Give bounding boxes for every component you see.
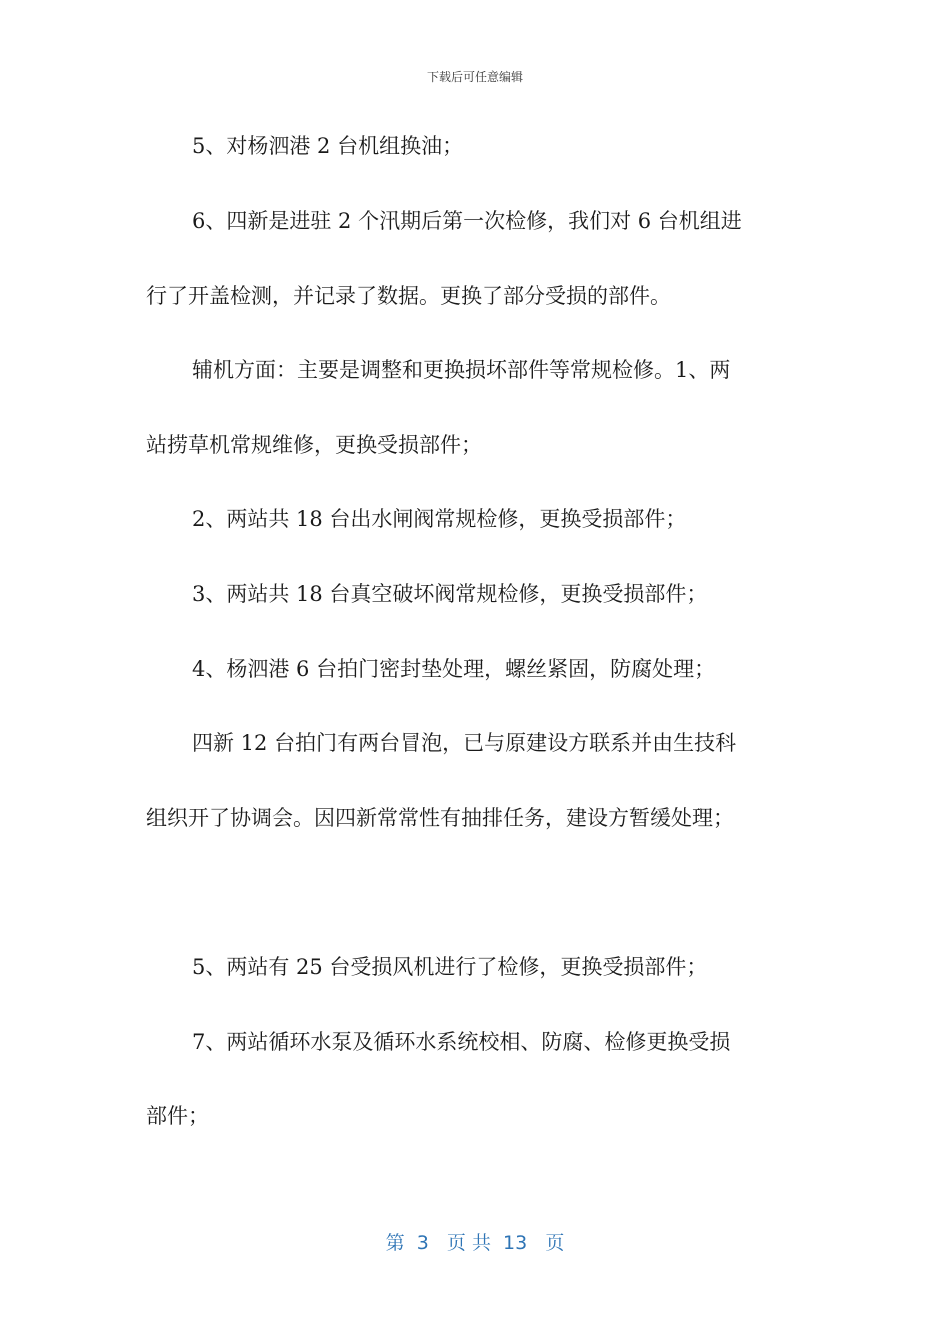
page-footer: 第 3 页 共 13 页 (385, 1232, 565, 1254)
text-line-13: 部件； (146, 1104, 209, 1128)
text-line-7: 3、两站共 18 台真空破坏阀常规检修，更换受损部件； (192, 582, 708, 606)
text-line-2: 6、四新是进驻 2 个汛期后第一次检修，我们对 6 台机组进 (192, 209, 742, 233)
text-line-12: 7、两站循环水泵及循环水系统校相、防腐、检修更换受损 (192, 1030, 731, 1054)
text-line-11: 5、两站有 25 台受损风机进行了检修，更换受损部件； (192, 955, 708, 979)
text-line-5: 站捞草机常规维修，更换受损部件； (146, 433, 482, 457)
text-line-10: 组织开了协调会。因四新常常性有抽排任务，建设方暂缓处理； (146, 806, 734, 830)
text-line-1: 5、对杨泗港 2 台机组换油； (192, 134, 464, 158)
text-line-8: 4、杨泗港 6 台拍门密封垫处理，螺丝紧固，防腐处理； (192, 657, 716, 681)
text-line-6: 2、两站共 18 台出水闸阀常规检修，更换受损部件； (192, 507, 687, 531)
header-note: 下载后可任意编辑 (426, 70, 523, 84)
text-line-9: 四新 12 台拍门有两台冒泡，已与原建设方联系并由生技科 (192, 731, 737, 755)
text-line-4: 辅机方面：主要是调整和更换损坏部件等常规检修。1、两 (192, 358, 731, 382)
text-line-3: 行了开盖检测，并记录了数据。更换了部分受损的部件。 (146, 284, 671, 308)
